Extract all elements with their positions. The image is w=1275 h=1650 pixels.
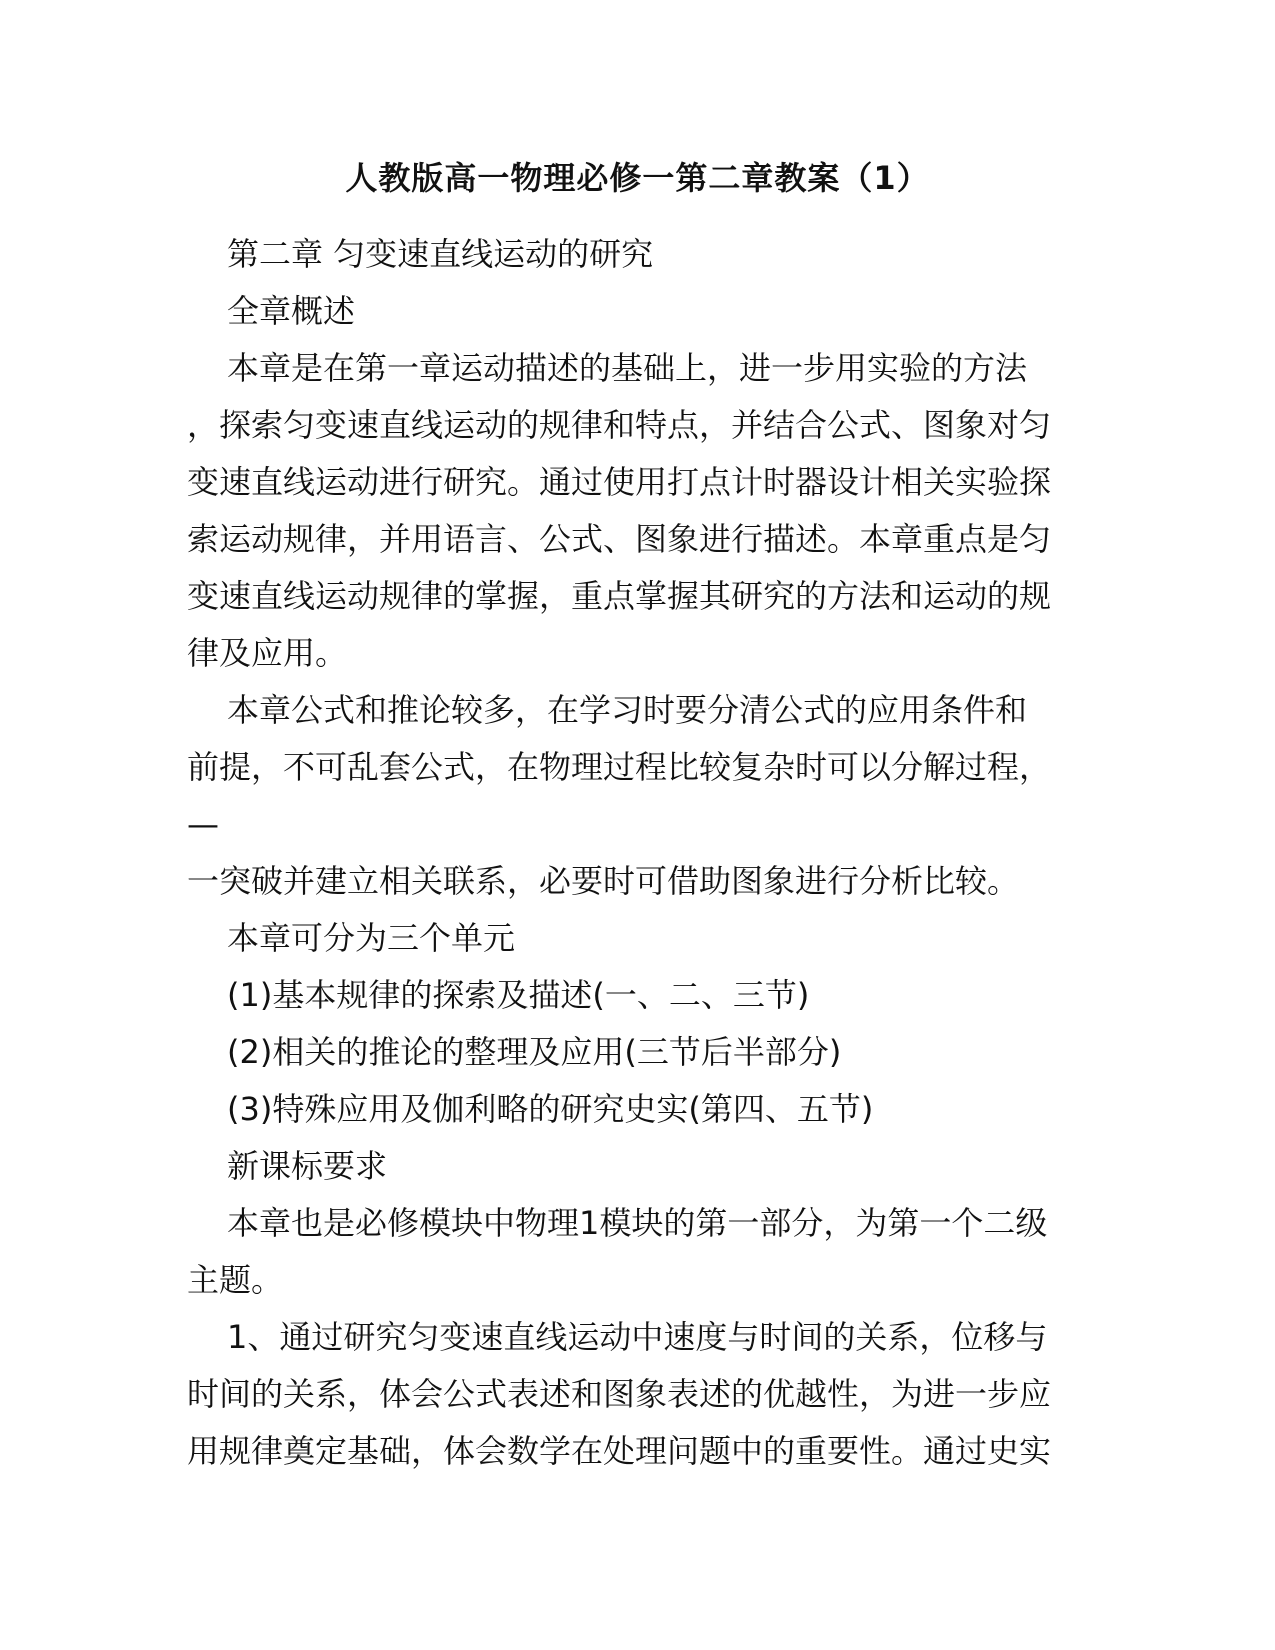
paragraph-line: 本章可分为三个单元: [227, 919, 516, 957]
paragraph-line: 前提，不可乱套公式，在物理过程比较复杂时可以分解过程，: [187, 748, 1052, 786]
section-heading-overview: 全章概述: [227, 292, 356, 330]
paragraph-line: 本章公式和推论较多，在学习时要分清公式的应用条件和: [227, 691, 1028, 729]
paragraph-line: 本章是在第一章运动描述的基础上，进一步用实验的方法: [227, 349, 1028, 387]
chapter-heading: 第二章 匀变速直线运动的研究: [227, 235, 654, 273]
paragraph-line: 时间的关系，体会公式表述和图象表述的优越性，为进一步应: [187, 1375, 1052, 1413]
paragraph-line: 变速直线运动进行研究。通过使用打点计时器设计相关实验探: [187, 463, 1052, 501]
paragraph-line: 变速直线运动规律的掌握，重点掌握其研究的方法和运动的规: [187, 577, 1052, 615]
paragraph-line: 一突破并建立相关联系，必要时可借助图象进行分析比较。: [187, 862, 1020, 900]
paragraph-line: 索运动规律，并用语言、公式、图象进行描述。本章重点是匀: [187, 520, 1052, 558]
paragraph-line: —: [187, 805, 219, 843]
document-title: 人教版高一物理必修一第二章教案（1）: [345, 159, 930, 197]
paragraph-line: 用规律奠定基础，体会数学在处理问题中的重要性。通过史实: [187, 1432, 1052, 1470]
list-item: (3)特殊应用及伽利略的研究史实(第四、五节): [227, 1090, 874, 1128]
paragraph-line: 律及应用。: [187, 634, 348, 672]
list-item: (1)基本规律的探索及描述(一、二、三节): [227, 976, 810, 1014]
list-item: (2)相关的推论的整理及应用(三节后半部分): [227, 1033, 842, 1071]
paragraph-line: 1、通过研究匀变速直线运动中速度与时间的关系，位移与: [227, 1318, 1048, 1356]
paragraph-line: 主题。: [187, 1261, 284, 1299]
paragraph-line: 本章也是必修模块中物理1模块的第一部分，为第一个二级: [227, 1204, 1048, 1242]
section-heading-standards: 新课标要求: [227, 1147, 388, 1185]
document-body: [187, 226, 1087, 1480]
paragraph-line: ，探索匀变速直线运动的规律和特点，并结合公式、图象对匀: [187, 406, 1052, 444]
